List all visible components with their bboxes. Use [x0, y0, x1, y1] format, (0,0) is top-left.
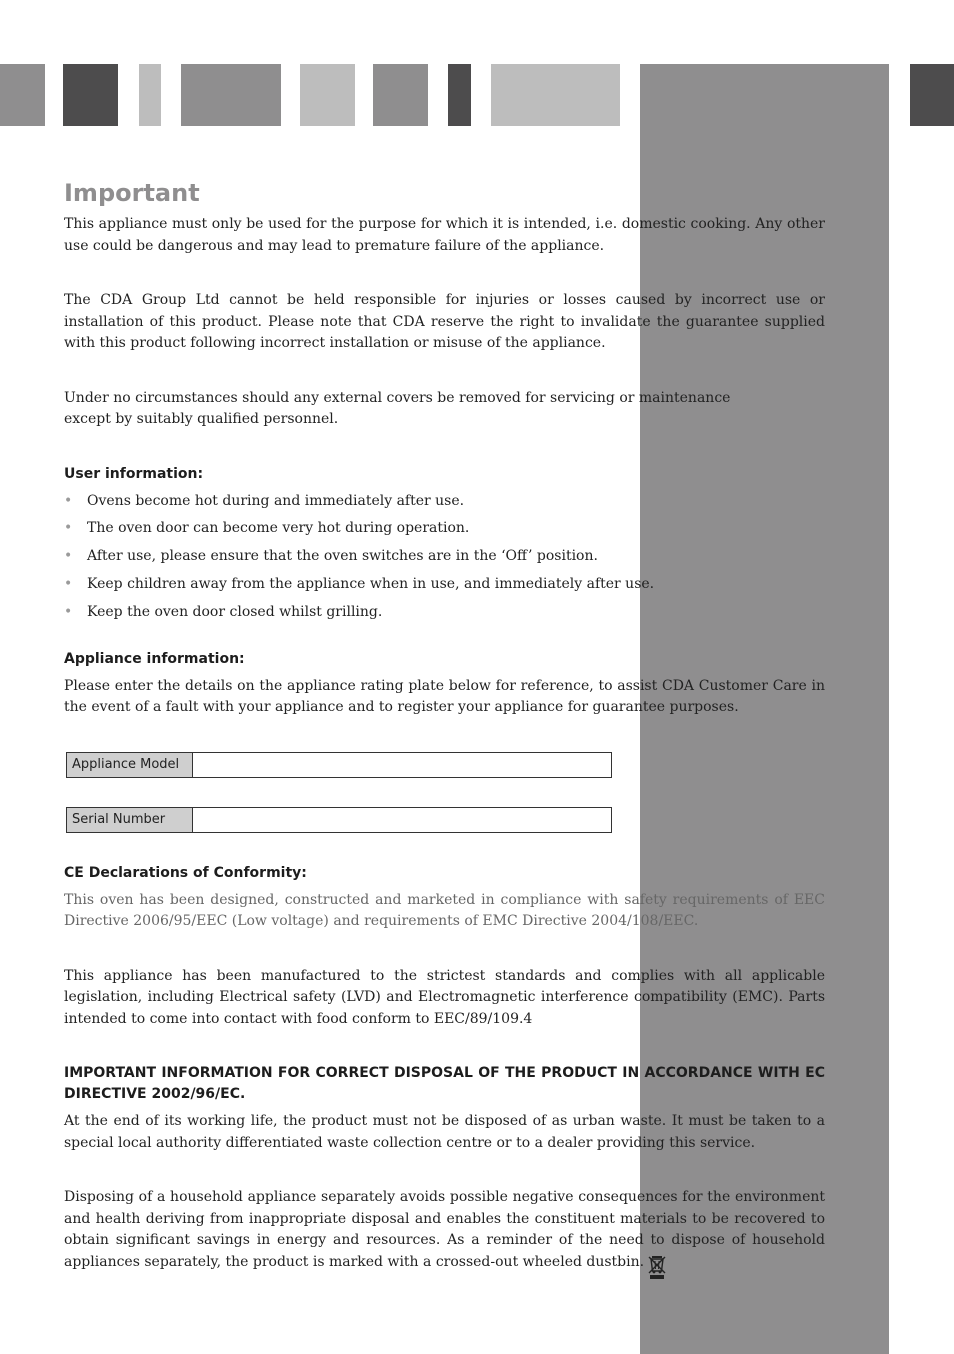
ce-heading: CE Declarations of Conformity:: [64, 864, 307, 881]
disposal-paragraph: Disposing of a household appliance separately avoids possible negative consequences for the environment and health deriving from inappropriate disposal and enables the constituent materials to be recovered to obtain significant savings in energy and resources. As a reminder of the need to dispose of household appliances separately, the product is marked with a crossed-out wheeled dustbin.: [64, 1187, 825, 1287]
appliance-model-row: [66, 752, 612, 778]
list-item: • After use, please ensure that the oven switches are in the ‘Off’ position.: [64, 546, 825, 567]
header-block: [181, 64, 281, 126]
bullet-icon: •: [64, 603, 73, 620]
appliance-info-heading: Appliance information:: [64, 650, 245, 667]
intro-paragraph: The CDA Group Ltd cannot be held responsible for injuries or losses caused by incorrect use or installation of this product. Please note that CDA reserve the right to invalidate the guarantee supplied with this product following incorrect installation or misuse of the appliance.: [64, 292, 825, 351]
serial-number-label: Serial Number: [67, 808, 193, 832]
list-item: • Keep children away from the appliance when in use, and immediately after use.: [64, 574, 825, 595]
intro-paragraph: Under no circumstances should any external covers be removed for servicing or maintenance except by suitably qualified personnel.: [64, 389, 731, 427]
header-block: [491, 64, 620, 126]
crossed-out-wheeled-bin-icon: [648, 1254, 666, 1288]
page-content: [64, 170, 825, 1287]
list-item: • The oven door can become very hot during operation.: [64, 518, 825, 539]
appliance-model-field[interactable]: [193, 753, 611, 777]
ce-paragraph: This oven has been designed, constructed and marketed in compliance with safety requirements of EEC Directive 2006/95/EEC (Low voltage) and requirements of EMC Directive 2004/108/EEC.: [64, 891, 825, 930]
user-info-list: [64, 491, 825, 623]
disposal-heading: IMPORTANT INFORMATION FOR CORRECT DISPOSAL OF THE PRODUCT IN ACCORDANCE WITH EC DIRECTIVE 2002/96/EC.: [64, 1065, 825, 1103]
bullet-icon: •: [64, 492, 73, 509]
header-block: [373, 64, 428, 126]
serial-number-row: [66, 807, 612, 833]
appliance-info-paragraph: Please enter the details on the appliance rating plate below for reference, to assist CDA Customer Care in the event of a fault with your appliance and to register your appliance for guarantee purposes.: [64, 677, 825, 716]
user-info-heading: User information:: [64, 465, 204, 482]
serial-number-field[interactable]: [193, 808, 611, 832]
bullet-icon: •: [64, 520, 73, 537]
header-block: [448, 64, 471, 126]
bullet-icon: •: [64, 575, 73, 592]
disposal-paragraph: At the end of its working life, the product must not be disposed of as urban waste. It must be taken to a special local authority differentiated waste collection centre or to a dealer providing this service.: [64, 1113, 825, 1151]
header-block: [63, 64, 118, 126]
header-block: [910, 64, 954, 126]
list-item: • Ovens become hot during and immediately after use.: [64, 491, 825, 512]
header-block: [0, 64, 45, 126]
bullet-icon: •: [64, 548, 73, 565]
ce-paragraph: This appliance has been manufactured to the strictest standards and complies with all applicable legislation, including Electrical safety (LVD) and Electromagnetic interference compatibility (EMC). Parts intended to come into contact with food conform to EEC/89/109.4: [64, 967, 825, 1027]
list-item: • Keep the oven door closed whilst grilling.: [64, 602, 825, 623]
appliance-model-label: Appliance Model: [67, 753, 193, 777]
page-title: Important: [64, 179, 200, 207]
intro-paragraph: This appliance must only be used for the purpose for which it is intended, i.e. domestic cooking. Any other use could be dangerous and may lead to premature failure of the appliance.: [64, 216, 825, 254]
header-block: [300, 64, 355, 126]
header-block: [139, 64, 161, 126]
